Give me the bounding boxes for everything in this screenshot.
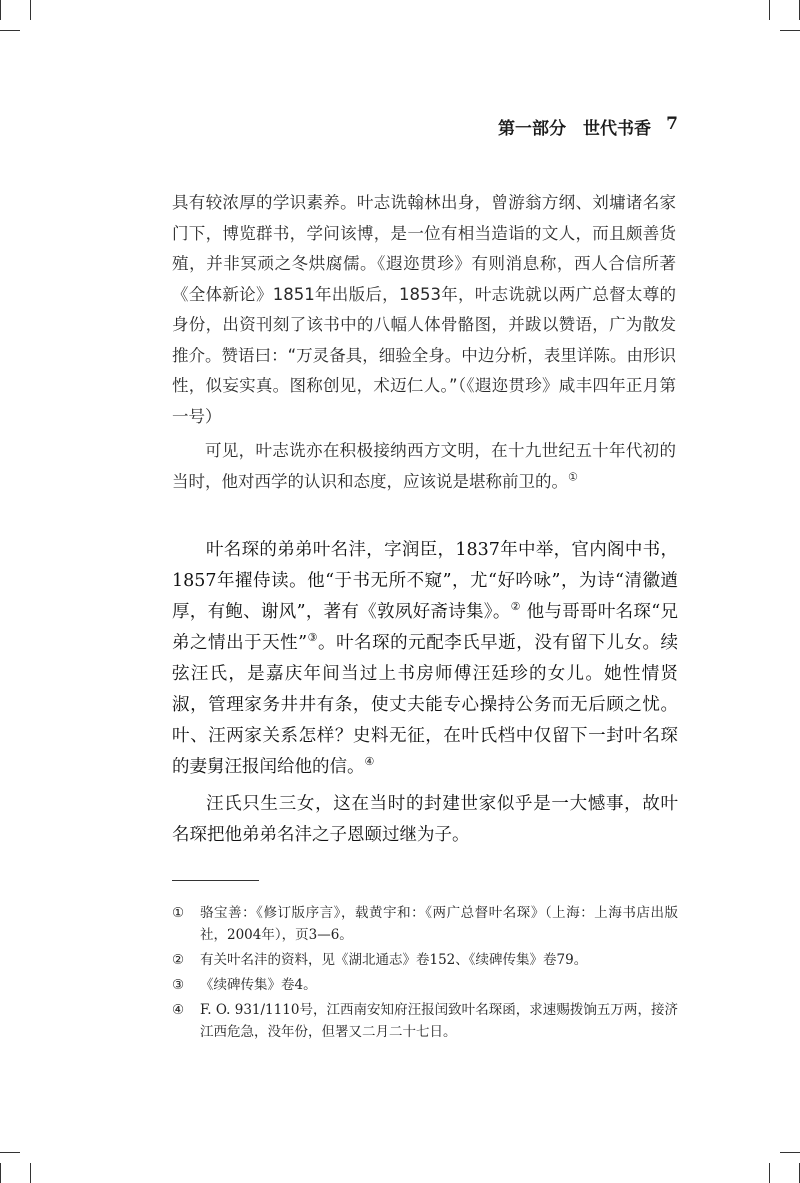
running-title: 第一部分 世代书香: [498, 119, 651, 139]
body-text-run: 他与哥哥叶名琛“兄弟之情出于天性”: [172, 602, 678, 653]
footnote: [172, 999, 678, 1043]
crop-mark: [30, 1163, 31, 1183]
footnote-text: 《续碑传集》卷4。: [200, 977, 317, 993]
footnote-marker: ③: [172, 977, 185, 993]
body-text: [172, 535, 678, 851]
crop-mark: [780, 1152, 800, 1153]
quote-paragraph: [172, 436, 676, 497]
body-paragraph: [172, 535, 678, 783]
body-text-run: 叶名琛的弟弟叶名沣，字润臣，1837年中举，官内阁中书，1857年擢侍读。他“于书无所不窥”，尤“好吟咏”，为诗“清徽遒厚，有鲍、谢风”，著有《敦夙好斋诗集》。: [172, 540, 678, 622]
footnote-text: 有关叶名沣的资料，见《湖北通志》卷152、《续碑传集》卷79。: [200, 952, 588, 968]
crop-mark: [0, 1163, 1, 1183]
footnote-text: 骆宝善：《修订版序言》，载黄宇和：《两广总督叶名琛》（上海：上海书店出版社，2004年），页3—6。: [200, 905, 678, 943]
footnote-ref: ④: [364, 755, 375, 769]
running-header: [498, 114, 678, 140]
body-paragraph: 汪氏只生三女，这在当时的封建世家似乎是一大憾事，故叶名琛把他弟弟名沣之子恩颐过继为子。: [172, 794, 678, 845]
footnote-ref: ②: [510, 600, 521, 614]
crop-mark: [780, 30, 800, 31]
footnote-marker: ①: [172, 905, 185, 921]
crop-mark: [0, 0, 1, 20]
footnote-text: F. O. 931/1110号，江西南安知府汪报闰致叶名琛函，求速赐拨饷五万两，接济江西危急，没年份，但署又二月二十七日。: [200, 1002, 678, 1040]
body-text-run: 。叶名琛的元配李氏早逝，没有留下儿女。续弦汪氏，是嘉庆年间当过上书房师傅汪廷珍的女儿。她性情贤淑，管理家务井井有条，使丈夫能专心操持公务而无后顾之忧。叶、汪两家关系怎样？史料无征，在叶氏档中仅留下一封叶名琛的妻舅汪报闰给他的信。: [172, 633, 679, 777]
footnote-marker: ④: [172, 1002, 185, 1018]
quote-paragraph-text: 可见，叶志诜亦在积极接纳西方文明，在十九世纪五十年代初的当时，他对西学的认识和态度，应该说是堪称前卫的。: [172, 441, 676, 491]
crop-mark: [0, 1152, 20, 1153]
footnotes: [172, 902, 678, 1046]
footnote-marker: ②: [172, 952, 185, 968]
crop-mark: [0, 30, 20, 31]
quote-paragraph: 具有较浓厚的学识素养。叶志诜翰林出身，曾游翁方纲、刘墉诸名家门下，博览群书，学问该博，是一位有相当造诣的文人，而且颇善货殖，并非冥顽之冬烘腐儒。《遐迩贯珍》有则消息称，西人合信所著《全体新论》1851年出版后，1853年，叶志诜就以两广总督太尊的身份，出资刊刻了该书中的八幅人体骨骼图，并跋以赞语，广为散发推介。赞语曰：“万灵备具，细验全身。中边分析，表里详陈。由形识性，似妄实真。图称创见，术迈仁人。”（《遐迩贯珍》咸丰四年正月第一号）: [172, 193, 676, 426]
footnote: [172, 949, 678, 971]
crop-mark: [769, 1163, 770, 1183]
footnote-separator: [172, 880, 259, 881]
crop-mark: [30, 0, 31, 20]
footnote-ref: ①: [568, 470, 578, 483]
footnote-ref: ③: [307, 631, 319, 645]
footnote: [172, 974, 678, 996]
page-number: 7: [666, 114, 678, 134]
block-quote: [172, 188, 676, 497]
crop-mark: [769, 0, 770, 20]
footnote: [172, 902, 678, 946]
